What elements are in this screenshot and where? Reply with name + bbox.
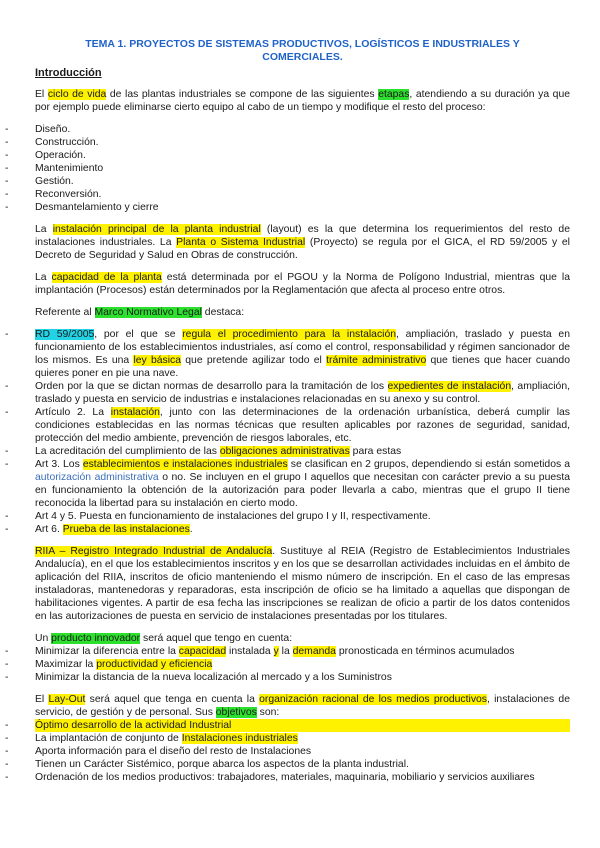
highlight: objetivos bbox=[215, 707, 257, 718]
list-item: - Tienen un Carácter Sistémico, porque abarca los aspectos de la planta industrial. bbox=[35, 758, 570, 771]
highlight: capacidad bbox=[178, 646, 227, 657]
list-item: - Reconversión. bbox=[35, 188, 570, 201]
list-item: - Art 4 y 5. Puesta en funcionamiento de instalaciones del grupo I y II, respectivamente. bbox=[35, 510, 570, 523]
list-item: - Art 6. Prueba de las instalaciones. bbox=[35, 523, 570, 536]
highlight: establecimientos e instalaciones industriales bbox=[82, 459, 288, 470]
highlight: regula el procedimiento para la instalación bbox=[182, 329, 397, 340]
list-item: - Art 3. Los establecimientos e instalaciones industriales se clasifican en 2 grupos, dependiendo si están sometidos a autorización administrativa o no. Se incluyen en el grupo I aquellos que necesitan con carácter previo a su puesta en funcionamiento la obtención de la autorización para poder llevarla a cabo, mientras que el grupo II tiene reconocida la libertad para su instalación en cierto modo. bbox=[35, 458, 570, 510]
objectives-list bbox=[35, 719, 570, 784]
list-item: - Diseño. bbox=[35, 123, 570, 136]
highlight: Planta o Sistema Industrial bbox=[176, 237, 306, 248]
highlight: instalación principal de la planta industrial bbox=[52, 224, 261, 235]
highlight: Marco Normativo Legal bbox=[94, 307, 202, 318]
highlight: demanda bbox=[292, 646, 336, 657]
highlight: RIIA – Registro Integrado Industrial de Andalucía bbox=[35, 546, 273, 557]
blue-text: autorización administrativa bbox=[35, 472, 159, 483]
highlight: Instalaciones industriales bbox=[181, 733, 298, 744]
list-item: - Ordenación de los medios productivos: trabajadores, materiales, maquinaria, mobiliario y servicios auxiliares bbox=[35, 771, 570, 784]
list-item: - La implantación de conjunto de Instalaciones industriales bbox=[35, 732, 570, 745]
paragraph-legal-framework: Referente al Marco Normativo Legal destaca: bbox=[35, 307, 245, 318]
highlight: organización racional de los medios productivos bbox=[259, 694, 487, 705]
norms-list bbox=[35, 328, 570, 536]
highlight: Prueba de las instalaciones bbox=[62, 524, 190, 535]
highlight: ley básica bbox=[133, 355, 182, 366]
highlight: productividad y eficiencia bbox=[96, 659, 213, 670]
highlight: obligaciones administrativas bbox=[219, 446, 350, 457]
highlight: y bbox=[273, 646, 279, 657]
paragraph-life-cycle: El ciclo de vida de las plantas industriales se compone de las siguientes etapas, atendiendo a su duración ya que por ejemplo puede eliminarse cierto equipo al cabo de un tiempo y modifique el resto del proceso: bbox=[35, 89, 570, 113]
product-list bbox=[35, 645, 570, 684]
highlight: Lay-Out bbox=[48, 694, 86, 705]
paragraph-layout: El Lay-Out será aquel que tenga en cuenta la organización racional de los medios productivos, instalaciones de servicio, de gestión y de personal. Sus objetivos son: bbox=[35, 694, 570, 718]
list-item: - Óptimo desarrollo de la actividad Industrial bbox=[35, 719, 570, 732]
stages-list bbox=[35, 123, 570, 214]
list-item: - Construcción. bbox=[35, 136, 570, 149]
document-title: TEMA 1. PROYECTOS DE SISTEMAS PRODUCTIVOS, LOGÍSTICOS E INDUSTRIALES Y COMERCIALES. bbox=[85, 38, 520, 63]
paragraph-plant-capacity: La capacidad de la planta está determinada por el PGOU y la Norma de Polígono Industrial, mientras que la implantación (Procesos) están determinados por la Reglamentación que afecta al proceso entre otros. bbox=[35, 272, 571, 296]
paragraph-main-installation: La instalación principal de la planta industrial (layout) es la que determina los requerimientos del resto de instalaciones industriales. La Planta o Sistema Industrial (Proyecto) se regula por el GICA, el RD 59/2005 y el Decreto de Seguridad y Salud en Obras de construcción. bbox=[35, 224, 570, 261]
list-item: - Desmantelamiento y cierre bbox=[35, 201, 570, 214]
highlight: instalación bbox=[110, 407, 160, 418]
list-item: - Aporta información para el diseño del resto de Instalaciones bbox=[35, 745, 570, 758]
highlight: trámite administrativo bbox=[326, 355, 427, 366]
highlight: RD 59/2005 bbox=[35, 329, 95, 340]
intro-heading: Introducción bbox=[35, 67, 102, 79]
highlight: capacidad de la planta bbox=[51, 272, 162, 283]
paragraph-riia: RIIA – Registro Integrado Industrial de Andalucía. Sustituye al REIA (Registro de Establecimientos Industriales Andalucía), en el que los establecimientos inscritos y en los que se desarrollan actividades incluidas en el ámbito de aplicación del RIIA, inscritos de oficio manteniendo el mismo número de inscripción. En el caso de las empresas instaladoras, mantenedoras y reparadoras, esta inscripción de oficio se ha limitado a aquellas que dispongan de habilitaciones vigentes. A partir de esa fecha las inscripciones se realizan de oficio a partir de los datos contenidos en las autorizaciones de puesta en servicio de instalaciones presentadas por los titulares. bbox=[35, 546, 570, 622]
list-item: - Minimizar la diferencia entre la capacidad instalada y la demanda pronosticada en términos acumulados bbox=[35, 645, 570, 658]
list-item: - Gestión. bbox=[35, 175, 570, 188]
list-item: - Maximizar la productividad y eficiencia bbox=[35, 658, 570, 671]
highlight: producto innovador bbox=[51, 633, 141, 644]
list-item: - Artículo 2. La instalación, junto con las determinaciones de la ordenación urbanística, deberá cumplir las condiciones establecidas en las normas técnicas que resulten aplicables por razones de seguridad, sanidad, protección del medio ambiente, prevención de riesgos laborales, etc. bbox=[35, 406, 570, 445]
list-item: - Mantenimiento bbox=[35, 162, 570, 175]
list-item: - Operación. bbox=[35, 149, 570, 162]
highlight: etapas bbox=[378, 89, 410, 100]
list-item: - RD 59/2005, por el que se regula el procedimiento para la instalación, ampliación, traslado y puesta en funcionamiento de los establecimientos industriales, así como el control, responsabilidad y régimen sancionador de los mismos. Es una ley básica que pretende agilizar todo el trámite administrativo que tienes que hacer cuando quieres poner en pie una nave. bbox=[35, 328, 570, 380]
list-item: - Orden por la que se dictan normas de desarrollo para la tramitación de los expedientes de instalación, ampliación, traslado y puesta en servicio de industrias e instalaciones relacionadas en su anexo y su control. bbox=[35, 380, 570, 406]
list-item: - La acreditación del cumplimiento de las obligaciones administrativas para estas bbox=[35, 445, 570, 458]
list-item: - Minimizar la distancia de la nueva localización al mercado y a los Suministros bbox=[35, 671, 570, 684]
highlight: ciclo de vida bbox=[47, 89, 107, 100]
paragraph-innovative-product: Un producto innovador será aquel que tengo en cuenta: bbox=[35, 633, 293, 644]
highlight: expedientes de instalación bbox=[387, 381, 512, 392]
